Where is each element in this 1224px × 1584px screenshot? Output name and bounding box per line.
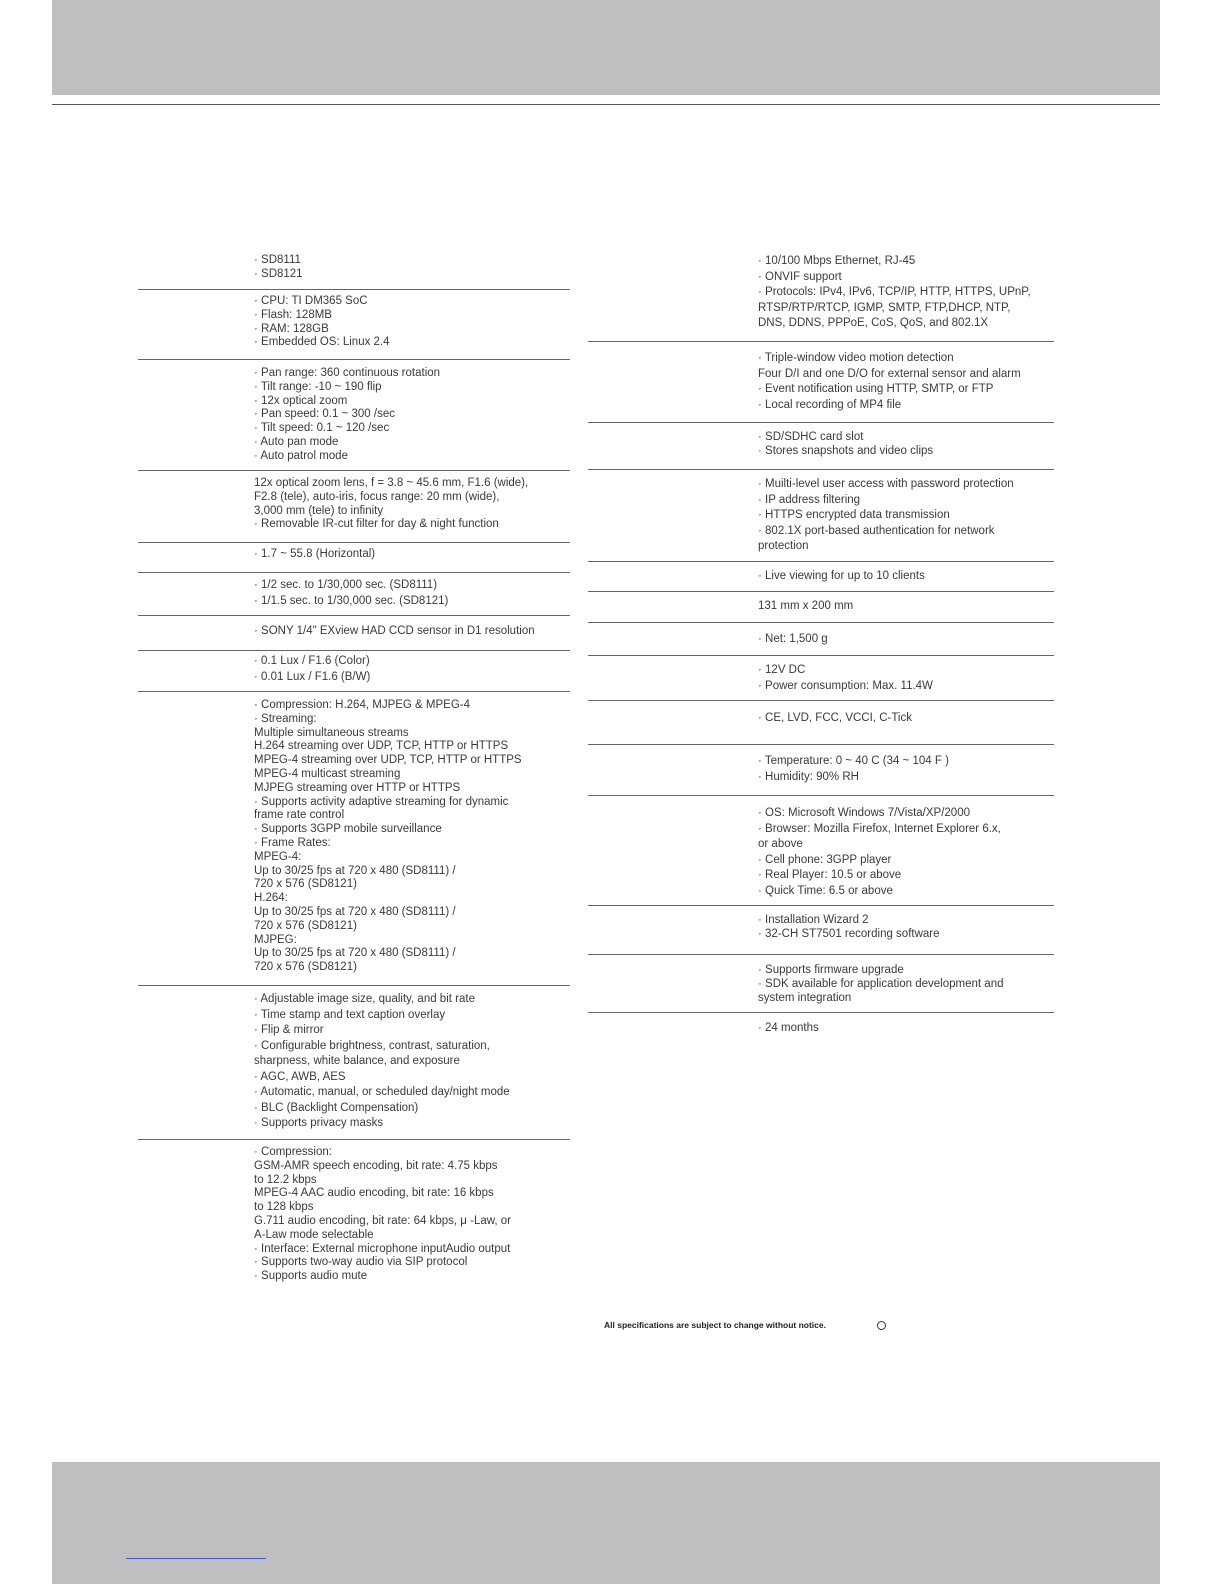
spec-line: · Cell phone: 3GPP player	[758, 853, 892, 866]
spec-line: · Pan range: 360 continuous rotation	[254, 367, 441, 379]
right-section	[588, 655, 1054, 701]
spec-line: · OS: Microsoft Windows 7/Vista/XP/2000	[758, 807, 970, 819]
spec-line: · SD8121	[254, 267, 303, 280]
spec-line: · Supports audio mute	[254, 1270, 368, 1283]
spec-line: · 10/100 Mbps Ethernet, RJ-45	[758, 255, 916, 267]
spec-line: · Removable IR-cut filter for day & night function	[254, 518, 499, 531]
spec-line: · SDK available for application development and	[758, 977, 1004, 990]
spec-line: · Tilt range: -10 ~ 190 flip	[254, 380, 382, 393]
spec-line: · Event notification using HTTP, SMTP, or FTP	[758, 383, 994, 395]
spec-line: 3,000 mm (tele) to infinity	[254, 504, 384, 517]
spec-line: · Tilt speed: 0.1 ~ 120 /sec	[254, 422, 390, 435]
spec-line: 720 x 576 (SD8121)	[254, 919, 357, 932]
spec-line: · Quick Time: 6.5 or above	[758, 884, 893, 897]
spec-line: · Embedded OS: Linux 2.4	[254, 336, 390, 349]
spec-line: Up to 30/25 fps at 720 x 480 (SD8111) /	[254, 905, 456, 918]
spec-line: DNS, DDNS, PPPoE, CoS, QoS, and 802.1X	[758, 317, 989, 329]
spec-line: 720 x 576 (SD8121)	[254, 961, 357, 974]
spec-line: · Interface: External microphone inputAudio output	[254, 1242, 511, 1255]
circle-mark-icon	[877, 1321, 886, 1330]
spec-line: · Browser: Mozilla Firefox, Internet Explorer 6.x,	[758, 822, 1001, 835]
spec-line: · Pan speed: 0.1 ~ 300 /sec	[254, 408, 395, 421]
spec-line: · 24 months	[758, 1022, 819, 1034]
spec-line: · Streaming:	[254, 712, 317, 725]
spec-line: · IP address filtering	[758, 493, 861, 506]
spec-line: · Flash: 128MB	[254, 308, 332, 321]
spec-line: Up to 30/25 fps at 720 x 480 (SD8111) /	[254, 947, 456, 960]
right-section	[588, 422, 1054, 470]
spec-line: Multiple simultaneous streams	[254, 726, 409, 739]
spec-line: RTSP/RTP/RTCP, IGMP, SMTP, FTP,DHCP, NTP,	[758, 301, 1011, 314]
right-section	[588, 795, 1054, 906]
spec-line: MPEG-4 multicast streaming	[254, 767, 401, 780]
spec-line: A-Law mode selectable	[254, 1228, 374, 1241]
spec-line: · SONY 1/4" EXview HAD CCD sensor in D1 resolution	[254, 625, 535, 637]
spec-line: MJPEG:	[254, 933, 297, 946]
spec-line: · Auto pan mode	[254, 435, 339, 448]
right-section	[588, 1012, 1054, 1042]
header-rule	[52, 104, 1160, 105]
spec-line: H.264 streaming over UDP, TCP, HTTP or HTTPS	[254, 740, 509, 753]
right-section	[588, 341, 1054, 423]
spec-line: MPEG-4:	[254, 850, 302, 863]
spec-line: system integration	[758, 991, 852, 1004]
spec-line: · Flip & mirror	[254, 1024, 324, 1036]
left-section	[138, 572, 570, 616]
spec-line: frame rate control	[254, 809, 345, 822]
spec-line: · Stores snapshots and video clips	[758, 444, 934, 457]
spec-line: · AGC, AWB, AES	[254, 1070, 346, 1083]
spec-line: · Protocols: IPv4, IPv6, TCP/IP, HTTP, HTTPS, UPnP,	[758, 286, 1031, 298]
left-section	[138, 252, 570, 290]
left-section	[138, 1139, 570, 1294]
spec-line: MJPEG streaming over HTTP or HTTPS	[254, 781, 461, 794]
spec-line: · CE, LVD, FCC, VCCI, C-Tick	[758, 712, 912, 724]
spec-line: GSM-AMR speech encoding, bit rate: 4.75 kbps	[254, 1159, 498, 1172]
header-band	[52, 0, 1160, 95]
spec-line: · 1/2 sec. to 1/30,000 sec. (SD8111)	[254, 579, 438, 591]
right-section	[588, 561, 1054, 592]
spec-line: · 0.1 Lux / F1.6 (Color)	[254, 655, 370, 667]
spec-line: · Supports firmware upgrade	[758, 964, 904, 976]
spec-line: F2.8 (tele), auto-iris, focus range: 20 mm (wide),	[254, 490, 500, 503]
spec-line: · Auto patrol mode	[254, 449, 348, 462]
spec-line: · Temperature: 0 ~ 40 C (34 ~ 104 F )	[758, 755, 949, 767]
footer-band	[52, 1462, 1160, 1584]
spec-line: H.264:	[254, 892, 288, 905]
left-section	[138, 470, 570, 543]
spec-line: · SD8111	[254, 254, 301, 266]
spec-line: · Frame Rates:	[254, 836, 331, 849]
right-section	[588, 954, 1054, 1013]
spec-line: to 128 kbps	[254, 1201, 314, 1214]
spec-line: · Net: 1,500 g	[758, 633, 828, 645]
spec-line: · Live viewing for up to 10 clients	[758, 570, 925, 582]
spec-line: · 802.1X port-based authentication for network	[758, 524, 995, 537]
footer-link[interactable]	[126, 1558, 266, 1559]
spec-line: G.711 audio encoding, bit rate: 64 kbps, μ -Law, or	[254, 1214, 512, 1227]
right-section	[588, 700, 1054, 745]
footnote: All specifications are subject to change without notice.	[604, 1320, 826, 1330]
spec-line: · 12x optical zoom	[254, 394, 348, 407]
spec-line: · Automatic, manual, or scheduled day/night mode	[254, 1086, 510, 1098]
spec-line: MPEG-4 streaming over UDP, TCP, HTTP or HTTPS	[254, 754, 522, 767]
spec-line: to 12.2 kbps	[254, 1173, 317, 1186]
left-section	[138, 615, 570, 651]
left-section	[138, 691, 570, 986]
spec-line: · Real Player: 10.5 or above	[758, 869, 902, 881]
right-section	[588, 252, 1054, 342]
spec-line: · Local recording of MP4 file	[758, 398, 902, 411]
spec-line: · 12V DC	[758, 664, 806, 676]
spec-line: · Muilti-level user access with password protection	[758, 478, 1014, 490]
spec-line: sharpness, white balance, and exposure	[254, 1055, 460, 1067]
spec-line: · 1.7 ~ 55.8 (Horizontal)	[254, 548, 376, 560]
spec-line: · ONVIF support	[758, 270, 842, 283]
spec-line: · Triple-window video motion detection	[758, 352, 954, 364]
left-section	[138, 359, 570, 471]
spec-line: · BLC (Backlight Compensation)	[254, 1101, 419, 1114]
spec-line: · Supports two-way audio via SIP protocol	[254, 1256, 468, 1269]
spec-line: Up to 30/25 fps at 720 x 480 (SD8111) /	[254, 864, 456, 877]
spec-line: · SD/SDHC card slot	[758, 431, 864, 443]
spec-line: Four D/I and one D/O for external sensor and alarm	[758, 367, 1021, 380]
spec-line: · RAM: 128GB	[254, 322, 329, 335]
right-section	[588, 622, 1054, 656]
spec-line: protection	[758, 540, 809, 552]
spec-line: · 32-CH ST7501 recording software	[758, 927, 940, 940]
right-section	[588, 744, 1054, 796]
spec-line: · Installation Wizard 2	[758, 914, 869, 926]
spec-line: MPEG-4 AAC audio encoding, bit rate: 16 kbps	[254, 1187, 494, 1200]
right-section	[588, 905, 1054, 955]
spec-line: · Humidity: 90% RH	[758, 770, 859, 783]
left-section	[138, 650, 570, 692]
spec-line: · 0.01 Lux / F1.6 (B/W)	[254, 670, 371, 683]
right-section	[588, 591, 1054, 623]
left-section	[138, 985, 570, 1140]
spec-line: · Adjustable image size, quality, and bit rate	[254, 993, 475, 1005]
spec-line: 131 mm x 200 mm	[758, 600, 854, 612]
spec-line: 12x optical zoom lens, f = 3.8 ~ 45.6 mm, F1.6 (wide),	[254, 477, 529, 489]
spec-line: 720 x 576 (SD8121)	[254, 878, 357, 891]
spec-line: · Configurable brightness, contrast, saturation,	[254, 1039, 490, 1052]
spec-line: or above	[758, 838, 803, 850]
spec-line: · 1/1.5 sec. to 1/30,000 sec. (SD8121)	[254, 594, 449, 607]
spec-line: · Compression:	[254, 1146, 332, 1158]
spec-line: · Supports 3GPP mobile surveillance	[254, 823, 442, 836]
spec-line: · HTTPS encrypted data transmission	[758, 509, 950, 521]
spec-line: · Power consumption: Max. 11.4W	[758, 679, 933, 692]
spec-line: · Compression: H.264, MJPEG & MPEG-4	[254, 699, 471, 711]
left-section	[138, 542, 570, 573]
spec-line: · CPU: TI DM365 SoC	[254, 295, 368, 307]
spec-line: · Supports activity adaptive streaming for dynamic	[254, 795, 509, 808]
left-section	[138, 289, 570, 360]
spec-line: · Supports privacy masks	[254, 1117, 384, 1129]
spec-line: · Time stamp and text caption overlay	[254, 1008, 446, 1021]
right-section	[588, 469, 1054, 562]
